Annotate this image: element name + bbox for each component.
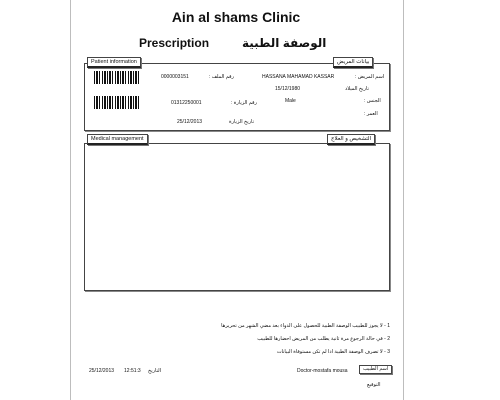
file-number-label: رقم الملف : [209,74,234,80]
visit-number-label: رقم الزيارة : [231,100,257,106]
visit-number: 01312250001 [171,100,202,106]
doctor-name: Doctor-mostafa mousa [297,368,348,374]
patient-info-label-en: Patient information [87,57,141,68]
note-2: 2 - في حالة الرجوع مرة ثانية يطلب من المريض احضارها للطبيب [257,336,390,342]
birth-date: 15/12/1980 [275,86,301,92]
prescription-title-ar: الوصفة الطبية [242,36,327,50]
signature-label: التوقيع [367,382,381,388]
file-number: 0000003151 [161,74,189,80]
patient-name: HASSANA MAHAMAD KASSAR [262,74,335,80]
medical-management-box [84,143,390,291]
note-1: 1 - لا يجوز للطبيب الوصفة الطبية للحصول على الدواء بعد مضي الشهر من تحريرها [221,323,390,329]
footer-date: 25/12/2013 [89,368,115,374]
doctor-label: اسم الطبيب [359,365,392,374]
visit-date: 25/12/2013 [177,119,203,125]
visit-date-label: تاريخ الزيارة [229,119,254,125]
medical-management-label-en: Medical management [87,134,148,145]
age-label: العمر : [364,111,378,117]
footer-date-label: التاريخ [148,368,161,374]
note-3: 3 - لا تصرف الوصفة الطبية اذا لم تكن مستوفاة البيانات [276,349,390,355]
patient-name-label: اسم المريض : [355,74,385,80]
birth-date-label: تاريخ الميلاد [345,86,369,92]
patient-info-label-ar: بيانات المريض [333,57,373,68]
patient-sex: Male [285,98,296,104]
barcode-visit [94,96,140,109]
barcode-file [94,71,140,84]
footer-time: 12:51:3 [124,368,141,374]
prescription-title-en: Prescription [139,36,210,50]
patient-sex-label: الجنس : [364,98,381,104]
clinic-name: Ain al shams Clinic [171,9,301,25]
medical-management-label-ar: التشخيص و العلاج [327,134,375,145]
